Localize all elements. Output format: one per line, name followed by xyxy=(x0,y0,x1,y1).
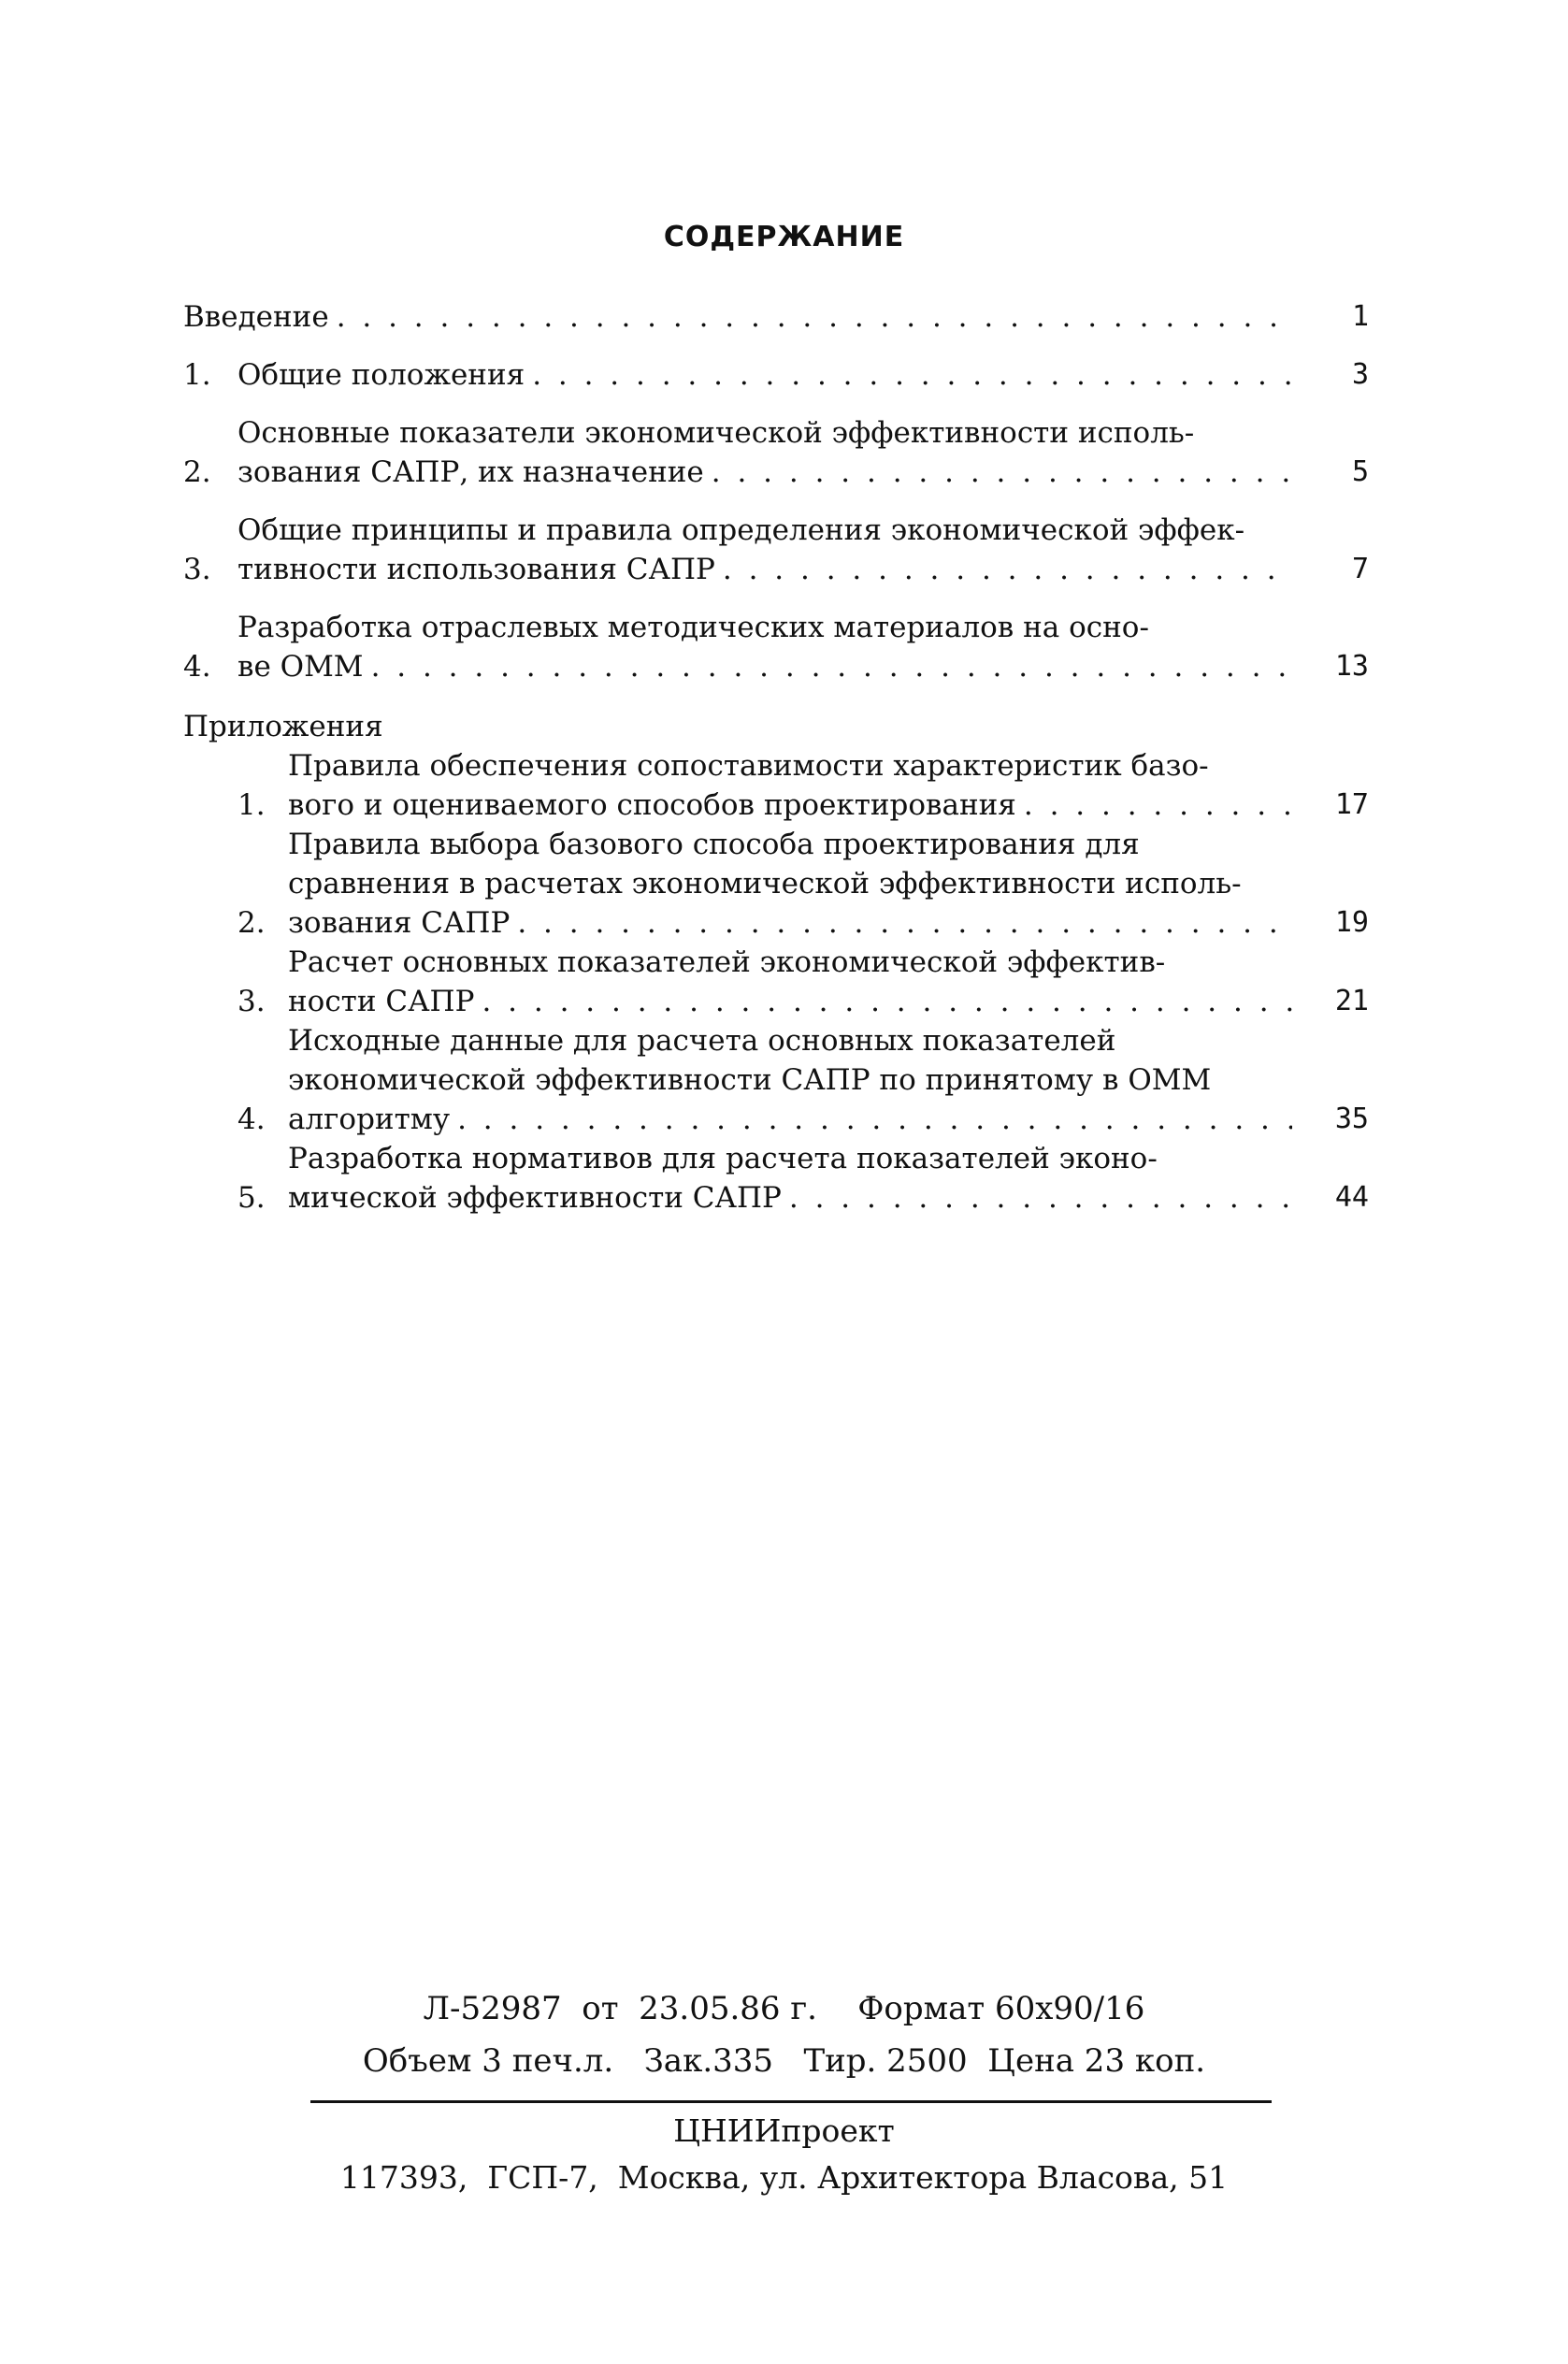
table-of-contents xyxy=(183,297,1369,1218)
toc-entry-intro[interactable] xyxy=(183,297,1369,337)
dot-leader xyxy=(482,982,1292,1021)
imprint-license-line: Л-52987 от 23.05.86 г. Формат 60x90/16 xyxy=(423,1990,1145,2027)
toc-entry-title: Общие положения xyxy=(237,358,525,392)
section-number: 1. xyxy=(183,358,211,392)
page-number: 3 xyxy=(1351,358,1369,391)
toc-entry-title: Общие принципы и правила определения экономической эффек- xyxy=(237,513,1245,547)
toc-entry-appendix-4[interactable] xyxy=(183,1021,1369,1139)
page-number: 19 xyxy=(1334,906,1369,939)
toc-entry-title-cont: ности САПР xyxy=(288,985,475,1018)
section-number: 4. xyxy=(183,650,211,684)
appendix-number: 5. xyxy=(237,1181,266,1215)
toc-entry-title: Расчет основных показателей экономической эффектив- xyxy=(288,945,1166,979)
toc-entry-appendix-3[interactable] xyxy=(183,943,1369,1021)
appendix-number: 4. xyxy=(237,1103,266,1136)
publisher-block xyxy=(0,2108,1568,2201)
appendix-number: 1. xyxy=(237,788,266,822)
toc-entry-title: Правила выбора базового способа проектирования для xyxy=(288,828,1140,861)
appendix-number: 2. xyxy=(237,906,266,940)
toc-entry-title: Исходные данные для расчета основных показателей xyxy=(288,1024,1116,1058)
dot-leader xyxy=(371,647,1292,686)
toc-entry-title-cont: зования САПР xyxy=(288,906,511,940)
toc-entry-title-cont: алгоритму xyxy=(288,1103,451,1136)
appendix-number: 3. xyxy=(237,985,266,1018)
dot-leader xyxy=(712,453,1292,492)
dot-leader xyxy=(723,550,1292,589)
page-number: 17 xyxy=(1334,788,1369,821)
toc-entry-title-cont: сравнения в расчетах экономической эффективности исполь- xyxy=(288,867,1242,901)
page-number: 35 xyxy=(1334,1103,1369,1135)
toc-entry-title-cont: тивности использования САПР xyxy=(237,553,715,586)
toc-entry-title: Основные показатели экономической эффективности исполь- xyxy=(237,416,1195,450)
dot-leader xyxy=(337,297,1292,337)
section-number: 3. xyxy=(183,553,211,586)
section-number: 2. xyxy=(183,455,211,489)
divider xyxy=(310,2100,1272,2103)
toc-entry-title: Разработка отраслевых методических материалов на осно- xyxy=(237,611,1149,644)
dot-leader xyxy=(532,355,1292,395)
page-number: 7 xyxy=(1351,553,1369,585)
toc-entry-section-2[interactable] xyxy=(183,413,1369,492)
toc-entry-title-cont: ве ОММ xyxy=(237,650,364,684)
page-number: 44 xyxy=(1334,1181,1369,1214)
imprint-volume-line: Объем 3 печ.л. Зак.335 Тир. 2500 Цена 23 коп. xyxy=(362,2042,1206,2080)
toc-entry-section-3[interactable] xyxy=(183,511,1369,589)
toc-entry-title: Правила обеспечения сопоставимости характеристик базо- xyxy=(288,749,1209,783)
page-title: СОДЕРЖАНИЕ xyxy=(663,221,905,253)
toc-entry-appendix-1[interactable] xyxy=(183,746,1369,825)
toc-entry-title-cont: зования САПР, их назначение xyxy=(237,455,704,489)
toc-entry-appendix-5[interactable] xyxy=(183,1139,1369,1218)
toc-entry-section-1[interactable] xyxy=(183,355,1369,395)
publisher-address: 117393, ГСП-7, Москва, ул. Архитектора Власова, 51 xyxy=(339,2159,1229,2196)
toc-entry-title-cont: вого и оцениваемого способов проектирования xyxy=(288,788,1016,822)
dot-leader xyxy=(517,903,1292,943)
page-number: 1 xyxy=(1351,300,1369,333)
page-number: 13 xyxy=(1334,650,1369,683)
toc-entry-appendix-2[interactable] xyxy=(183,825,1369,943)
publisher-name: ЦНИИпроект xyxy=(673,2112,895,2149)
toc-entry-title: Разработка нормативов для расчета показателей эконо- xyxy=(288,1142,1158,1175)
toc-entry-section-4[interactable] xyxy=(183,608,1369,686)
dot-leader xyxy=(1024,786,1292,825)
dot-leader xyxy=(457,1100,1292,1139)
toc-entry-title-cont: мической эффективности САПР xyxy=(288,1181,782,1215)
page-number: 5 xyxy=(1351,455,1369,488)
toc-entry-title-cont: экономической эффективности САПР по принятому в ОММ xyxy=(288,1063,1212,1097)
page-number: 21 xyxy=(1334,985,1369,1017)
imprint-block xyxy=(0,1982,1568,2087)
dot-leader xyxy=(789,1178,1292,1218)
toc-entry-title: Введение xyxy=(183,300,329,334)
appendix-heading: Приложения xyxy=(183,710,383,743)
